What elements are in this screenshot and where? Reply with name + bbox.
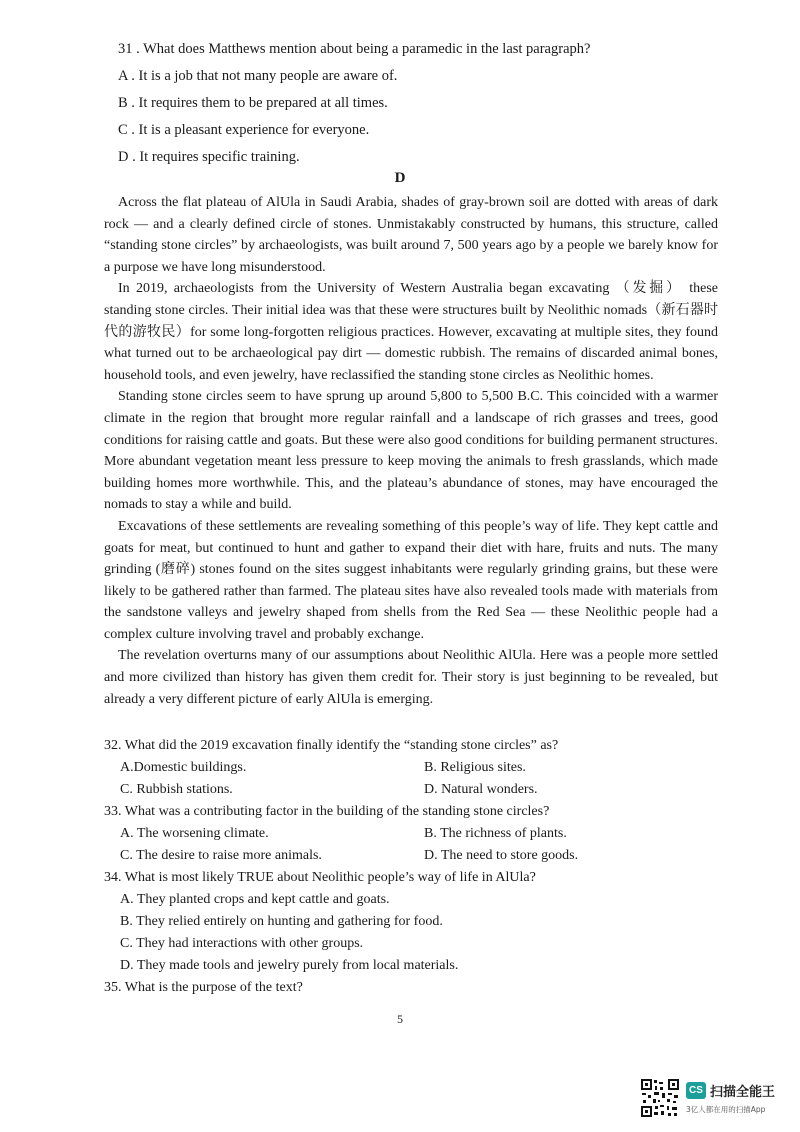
question-33-option-c: C. The desire to raise more animals. [120,848,322,863]
question-33-option-b: B. The richness of plants. [424,826,567,841]
question-32-option-c: C. Rubbish stations. [120,782,233,797]
passage-paragraph: In 2019, archaeologists from the University of Western Australia began excavating （发掘） these standing stone circles. Their initial idea was that these were structures built by Neolithic nomads（新石器时代的游牧民）for some long-forgotten religious practices. However, excavating at multiple sites, they found what turned out to be archaeological pay dirt — domestic rubbish. The remains of discarded animal bones, household tools, and even jewelry, have reclassified the standing stone circles as Neolithic homes. [104,281,718,383]
question-34-stem: 34. What is most likely TRUE about Neolithic people’s way of life in AlUla? [104,870,536,885]
brand-name: 扫描全能王 [710,1085,776,1100]
brand-slogan: 3亿人都在用的扫描App [686,1105,766,1114]
qr-code-icon [640,1078,680,1118]
question-33-stem: 33. What was a contributing factor in the building of the standing stone circles? [104,804,550,819]
question-34-option-c: C. They had interactions with other groups. [120,936,364,951]
question-33-option-a: A. The worsening climate. [120,826,269,841]
question-34-option-a: A. They planted crops and kept cattle and goats. [120,892,390,907]
question-34 [104,867,718,977]
question-31-option-a: A . It is a job that not many people are aware of. [118,68,398,84]
question-35 [104,977,718,999]
question-list [104,735,718,999]
section-heading: D [394,170,406,186]
cs-logo-icon: CS [686,1082,706,1099]
question-33-option-d: D. The need to store goods. [424,848,579,863]
question-32-option-d: D. Natural wonders. [424,782,538,797]
question-34-option-d: D. They made tools and jewelry purely from local materials. [120,958,459,973]
question-31-stem: 31 . What does Matthews mention about being a paramedic in the last paragraph? [118,41,591,57]
question-31-option-d: D . It requires specific training. [118,149,300,165]
passage-paragraph: Across the flat plateau of AlUla in Saudi Arabia, shades of gray-brown soil are dotted with areas of dark rock — and a clearly defined circle of stones. Unmistakably constructed by humans, this structure, called “standing stone circles” by archaeologists, was built around 7, 500 years ago by a people we barely know for a purpose we have long misunderstood. [104,195,718,275]
question-32-stem: 32. What did the 2019 excavation finally identify the “standing stone circles” as? [104,738,559,753]
question-35-stem: 35. What is the purpose of the text? [104,980,303,995]
question-31 [118,36,590,171]
passage-paragraph: The revelation overturns many of our assumptions about Neolithic AlUla. Here was a people more settled and more civilized than history has given them credit for. Their story is just beginning to be revealed, but already a very different picture of early AlUla is emerging. [104,648,718,707]
reading-passage [104,192,718,710]
question-32 [104,735,718,801]
question-33 [104,801,718,867]
question-32-option-b: B. Religious sites. [424,760,526,775]
question-34-option-b: B. They relied entirely on hunting and gathering for food. [120,914,443,929]
scanner-watermark [640,1078,790,1122]
question-31-option-c: C . It is a pleasant experience for everyone. [118,122,370,138]
passage-paragraph: Standing stone circles seem to have sprung up around 5,800 to 5,500 B.C. This coincided with a warmer climate in the region that brought more regular rainfall and a landscape of rich grasses and trees, good conditions for raising cattle and goats. But these were also good conditions for building permanent structures. More abundant vegetation meant less pressure to keep moving the animals to fresh grasslands, which made building homes more worthwhile. This, and the plateau’s abundance of stones, may have encouraged the nomads to stay a while and build. [104,389,718,513]
question-31-option-b: B . It requires them to be prepared at all times. [118,95,388,111]
question-32-option-a: A.Domestic buildings. [120,760,247,775]
passage-paragraph: Excavations of these settlements are revealing something of this people’s way of life. They kept cattle and goats for meat, but continued to hunt and gather to expand their diet with hare, fruits and nuts. The many grinding (磨碎) stones found on the sites suggest inhabitants were regularly grinding grains, but these were likely to be gathered rather than farmed. The plateau sites have also revealed tools made with materials from the sandstone valleys and jewelry shaped from shells from the Red Sea — these Neolithic people had a complex culture involving travel and probably exchange. [104,518,718,642]
page-number: 5 [397,1012,403,1026]
